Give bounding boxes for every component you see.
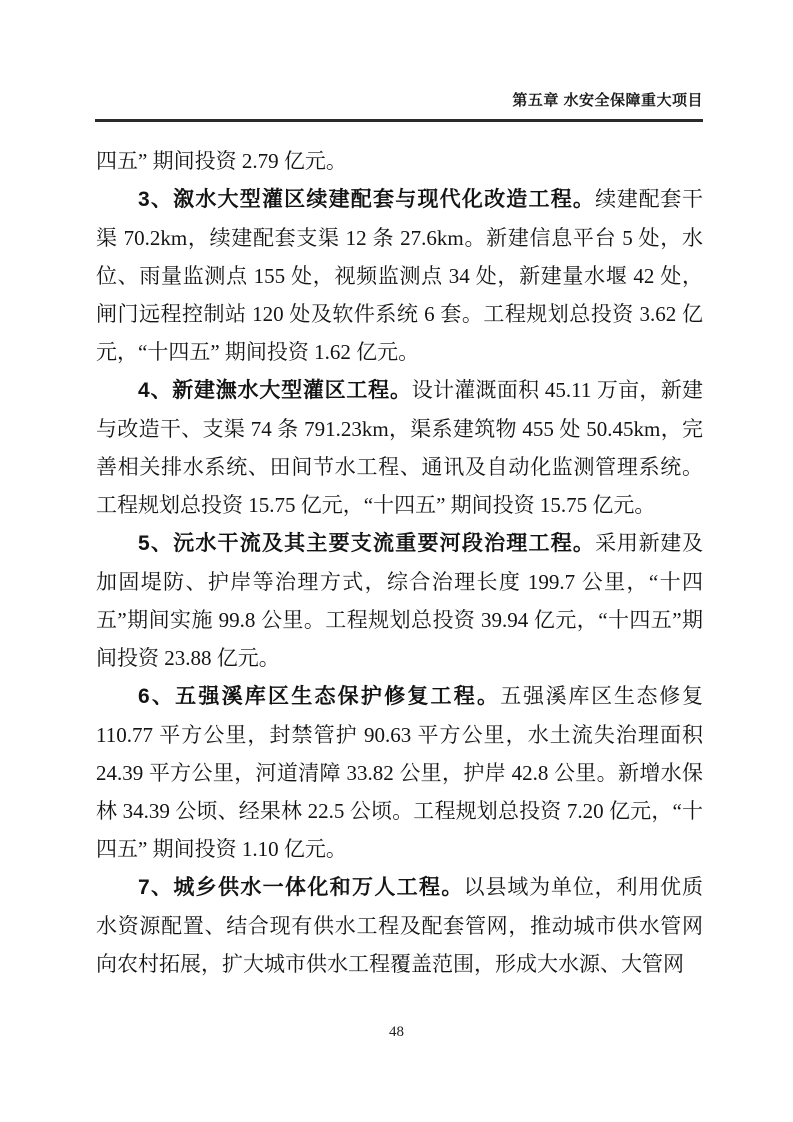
project-6-body: 五强溪库区生态修复 110.77 平方公里，封禁管护 90.63 平方公里，水土流失治理面积 24.39 平方公里，河道清障 33.82 公里，护岸 42.8 公里。新增水保林 34.39 公顷、经果林 22.5 公顷。工程规划总投资 7.20 亿元，“十四五” 期间投资 1.10 亿元。 <box>96 684 704 861</box>
document-body <box>96 142 703 983</box>
project-5-title: 5、沅水干流及其主要支流重要河段治理工程。 <box>138 532 596 555</box>
paragraph-project-6 <box>96 677 703 868</box>
paragraph-text: 四五” 期间投资 2.79 亿元。 <box>96 149 347 173</box>
project-5-body: 采用新建及加固堤防、护岸等治理方式，综合治理长度 199.7 公里，“十四五”期间实施 99.8 公里。工程规划总投资 39.94 亿元，“十四五”期间投资 23.88 亿元。 <box>96 531 703 670</box>
project-3-title: 3、溆水大型灌区续建配套与现代化改造工程。 <box>138 188 596 211</box>
project-4-body: 设计灌溉面积 45.11 万亩，新建与改造干、支渠 74 条 791.23km，渠系建筑物 455 处 50.45km，完善相关排水系统、田间节水工程、通讯及自动化监测管理系统。工程规划总投资 15.75 亿元，“十四五” 期间投资 15.75 亿元。 <box>96 378 703 517</box>
paragraph-project-3 <box>96 180 703 371</box>
project-4-title: 4、新建潕水大型灌区工程。 <box>138 379 412 402</box>
project-7-title: 7、城乡供水一体化和万人工程。 <box>138 876 464 899</box>
header-divider <box>95 119 703 122</box>
paragraph-project-4 <box>96 371 703 524</box>
project-7-body: 以县域为单位，利用优质水资源配置、结合现有供水工程及配套管网，推动城市供水管网向农村拓展，扩大城市供水工程覆盖范围，形成大水源、大管网 <box>96 875 703 976</box>
paragraph-project-5 <box>96 524 703 677</box>
paragraph-continuation <box>96 142 703 180</box>
page-number: 48 <box>389 1024 404 1040</box>
project-3-body: 续建配套干渠 70.2km，续建配套支渠 12 条 27.6km。新建信息平台 5 处，水位、雨量监测点 155 处，视频监测点 34 处，新建量水堰 42 处，闸门远程控制站 120 处及软件系统 6 套。工程规划总投资 3.62 亿元，“十四五” 期间投资 1.62 亿元。 <box>96 187 703 364</box>
project-6-title: 6、五强溪库区生态保护修复工程。 <box>138 685 501 708</box>
paragraph-project-7 <box>96 868 703 983</box>
page-header-chapter: 第五章 水安全保障重大项目 <box>512 92 703 109</box>
